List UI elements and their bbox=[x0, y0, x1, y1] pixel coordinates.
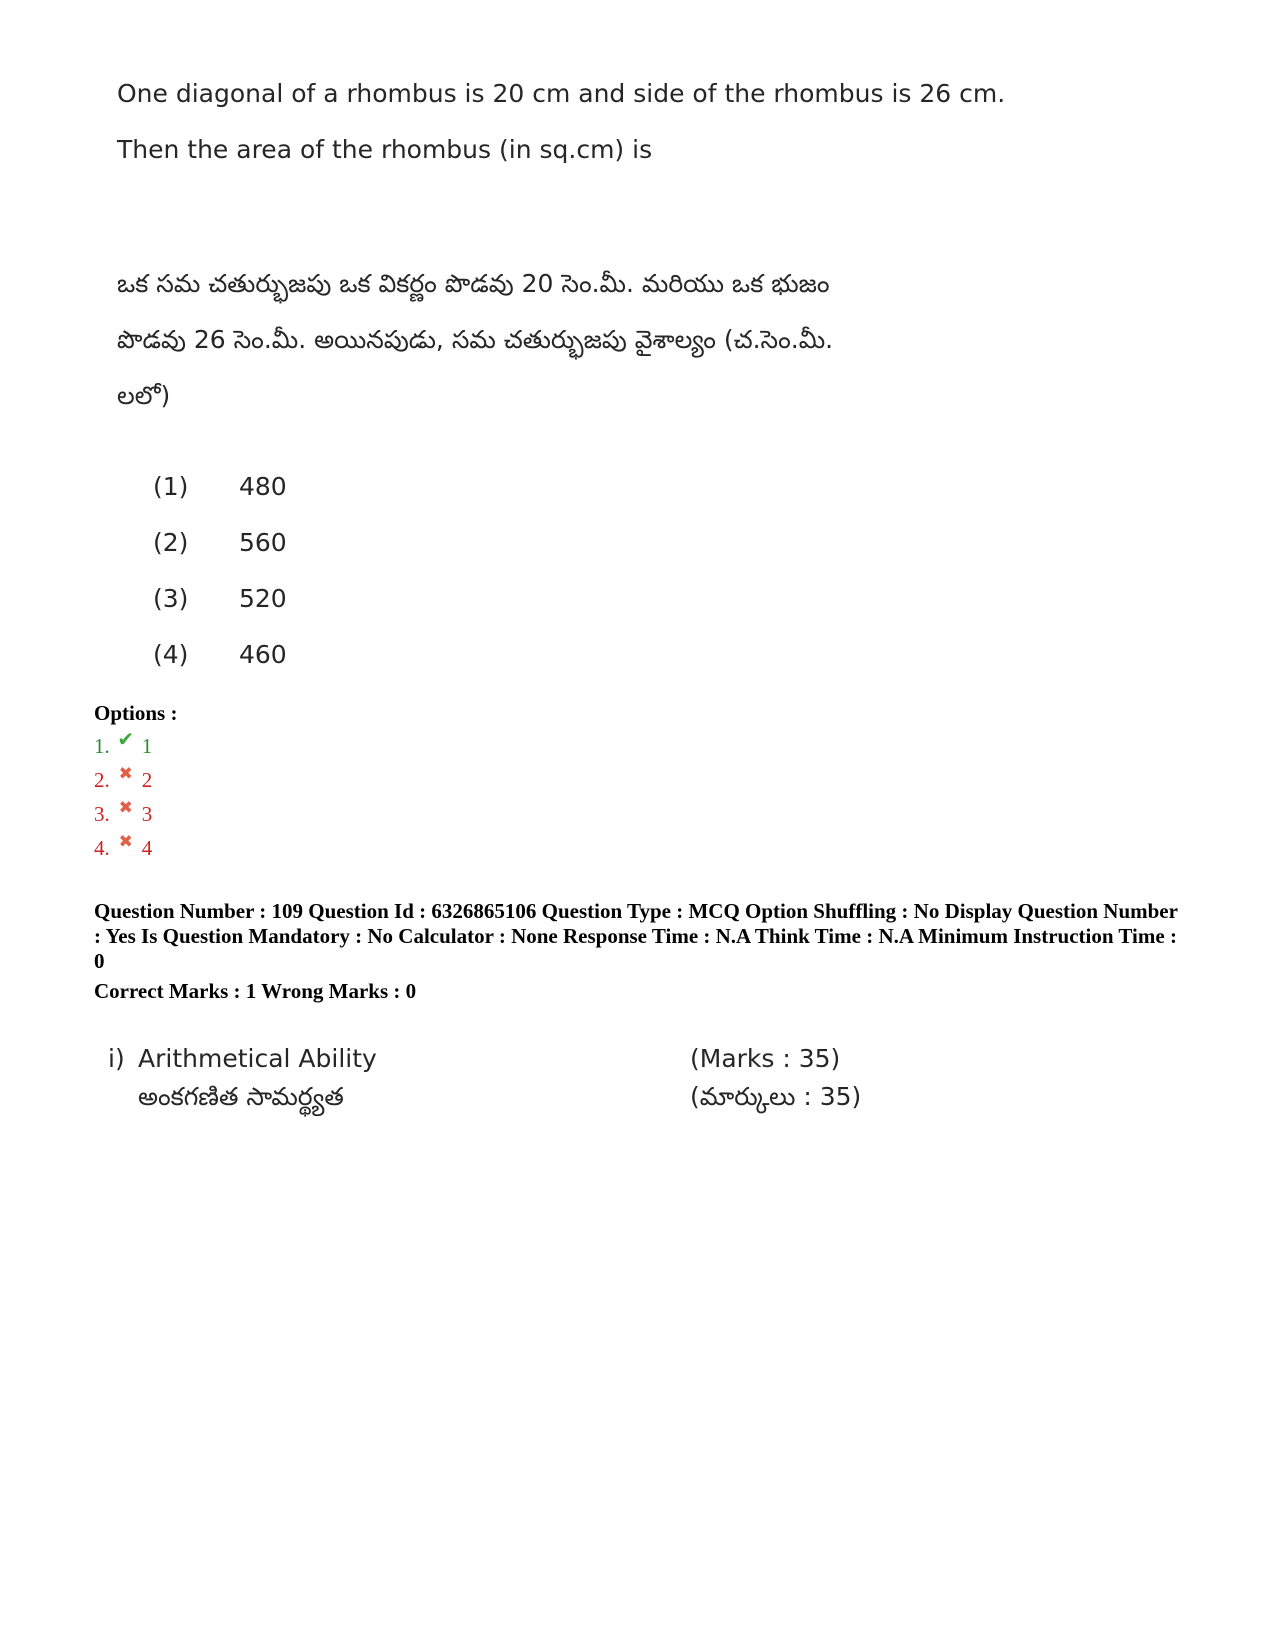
option-label: 1 bbox=[141, 734, 153, 758]
option-label: 3 bbox=[141, 802, 153, 826]
choice-value: 560 bbox=[239, 527, 287, 557]
option-index: 4. bbox=[94, 836, 110, 860]
section-title-english: Arithmetical Ability bbox=[138, 1044, 377, 1073]
section-marks-telugu: (మార్కులు : 35) bbox=[690, 1082, 862, 1111]
option-label: 2 bbox=[141, 768, 153, 792]
section-marks-english: (Marks : 35) bbox=[690, 1044, 841, 1073]
question-telugu-line: లలో) bbox=[117, 381, 171, 410]
question-telugu-line: పొడవు 26 సెం.మీ. అయినపుడు, సమ చతుర్భుజపు వైశాల్యం (చ.సెం.మీ. bbox=[117, 325, 834, 354]
option-index: 2. bbox=[94, 768, 110, 792]
section-row-english bbox=[108, 1040, 988, 1078]
question-english-line: Then the area of the rhombus (in sq.cm) is bbox=[117, 135, 653, 164]
option-index: 3. bbox=[94, 802, 110, 826]
option-item bbox=[94, 831, 177, 865]
question-telugu-line: ఒక సమ చతుర్భుజపు ఒక వికర్ణం పొడవు 20 సెం.మీ. మరియు ఒక భుజం bbox=[117, 269, 830, 298]
section-index: i) bbox=[108, 1044, 125, 1073]
section-header bbox=[108, 1040, 988, 1116]
option-index: 1. bbox=[94, 734, 110, 758]
choice-item bbox=[153, 626, 287, 682]
question-text bbox=[117, 66, 1077, 424]
option-label: 4 bbox=[141, 836, 153, 860]
choice-number: (3) bbox=[153, 583, 189, 613]
choice-number: (1) bbox=[153, 471, 189, 501]
marks-info: Correct Marks : 1 Wrong Marks : 0 bbox=[94, 979, 417, 1003]
answer-choices bbox=[153, 458, 287, 682]
section-title-cell bbox=[108, 1078, 690, 1116]
question-details: Question Number : 109 Question Id : 6326865106 Question Type : MCQ Option Shuffling : No Display Question Number : Yes Is Question Mandatory : No Calculator : None Response Time : N.A Think Time : N.A Minimum Instruction Time : 0 bbox=[94, 899, 1178, 973]
choice-value: 460 bbox=[239, 639, 287, 669]
cross-icon: ✖ bbox=[118, 798, 133, 817]
question-metadata bbox=[94, 899, 1184, 1004]
question-english bbox=[117, 66, 1077, 178]
question-telugu bbox=[117, 256, 1077, 424]
options-title: Options : bbox=[94, 701, 178, 725]
section-row-telugu bbox=[108, 1078, 988, 1116]
cross-icon: ✖ bbox=[118, 764, 133, 783]
choice-item bbox=[153, 570, 287, 626]
options-list bbox=[94, 697, 177, 865]
choice-item bbox=[153, 514, 287, 570]
choice-number: (2) bbox=[153, 527, 189, 557]
question-english-line: One diagonal of a rhombus is 20 cm and side of the rhombus is 26 cm. bbox=[117, 79, 1006, 108]
choice-value: 480 bbox=[239, 471, 287, 501]
choice-item bbox=[153, 458, 287, 514]
choice-value: 520 bbox=[239, 583, 287, 613]
choice-number: (4) bbox=[153, 639, 189, 669]
cross-icon: ✖ bbox=[118, 832, 133, 851]
section-title-cell bbox=[108, 1040, 690, 1078]
section-title-telugu: అంకగణిత సామర్థ్యత bbox=[138, 1082, 344, 1111]
check-icon: ✔ bbox=[117, 729, 135, 751]
